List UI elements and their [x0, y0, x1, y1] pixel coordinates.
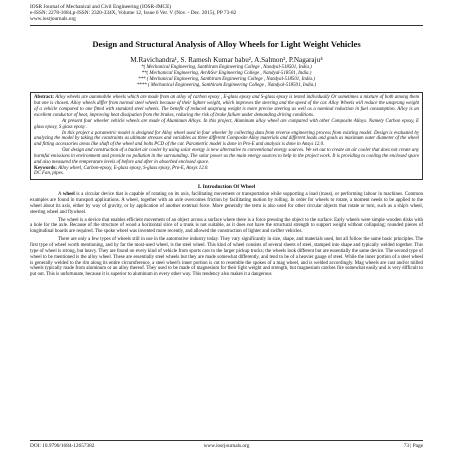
- abstract-paragraph-3: [34, 131, 419, 149]
- p1-lead: A: [58, 192, 63, 198]
- section-heading: I. Introduction Of Wheel: [197, 184, 256, 191]
- p1-text: is a circular device that is capable of rotating on its axis, facilitating movement or transportation while supporting a load (mass), or performing labour in machines. Common examples are found in transport applications. A wheel, together with an axle overcomes friction by facilitating motion by rolling. In order for wheels to rotate, a moment needs to be applied to the wheel about its axis, either by way of gravity, or by application of another external force. More generally the term is also used for other circular objects that rotate or turn, such as a ship's wheel, steering wheel and flywheel.: [30, 192, 423, 215]
- affiliation-1: *( Mechanical Engineering, Santhiram Engineering College , Nandyal-518501, India.): [141, 64, 312, 70]
- footer-doi: DOI: 10.9790/1684-12657382: [30, 443, 95, 449]
- body-paragraph-3: There are only a few types of wheels still in use in the automotive industry today. They vary significantly in size, shape, and materials used, but all follow the same basic principles. The first type of wheel worth mentioning, and by far the most-used wheel, is the steel wheel. This kind of wheel consists of several sheets of steel, stamped into shape and typically welded together. This type of wheel is strong, but heavy. They are found on every kind of vehicle from sports cars to the larger pickup trucks; the wheels look different but are essentially the same device. The second type of wheel to be mentioned is the alloy wheel. These are essentially steel wheels but they are made somewhat differently, and tend to be of a heavier gauge of steel. While the inner portion of a steel wheel is generally welded to the rim along its entire circumference, a steel wheel's inner portion is cut to resemble the spokes of a mag wheel, and is welded accordingly. Mag wheels are cast and/or milled wheels typically made from aluminum or an alloy thereof. They used to be made of magnesium for their light weight and strength, but magnesium catches fire somewhat easily and is very difficult to put out. This is unfortunate, because it is superior to aluminum in every other way. This tendency also makes it a dangerous: [30, 237, 423, 278]
- body-paragraph-1: [30, 192, 423, 215]
- abstract-paragraph-4: [34, 148, 419, 166]
- p1-term: wheel: [62, 192, 75, 198]
- affiliations: [30, 65, 423, 89]
- abstract-paragraph-2: [34, 119, 419, 131]
- abstract-paragraph-1: [34, 95, 419, 118]
- footer-website: www.iosrjournals.org: [203, 443, 250, 449]
- section-body: [30, 192, 423, 278]
- page-footer: [30, 440, 423, 449]
- paper-page: [30, 4, 423, 280]
- footer-page-number: 73 | Page: [403, 443, 423, 449]
- abstract-box: [30, 92, 423, 180]
- affiliation-4: **** ( Mechanical Engineering, Santhiram Engineering College , Nandyal-518501, India.): [136, 82, 317, 88]
- affiliation-3: *** ( Mechanical Engineering, Santhiram Engineering College , Nandyal-518501, India.): [138, 76, 315, 82]
- journal-issn: e-ISSN: 2278-1684,p-ISSN: 2320-334X, Volume 12, Issue 6 Ver. V (Nov. - Dec. 2015), PP 73-82: [30, 10, 237, 17]
- journal-header: [30, 4, 423, 23]
- body-paragraph-2: The wheel is a device that enables efficient movement of an object across a surface where there is a force pressing the object to the surface. Early wheels were simple wooden disks with a hole for the axle. Because of the structure of wood a horizontal slice of a trunk is not suitable, as it does not have the structural strength to support weight without collapsing; rounded pieces of longitudinal boards are required. The spoke wheel was invented more recently, and allowed the construction of lighter and swifter vehicles.: [30, 217, 423, 235]
- abstract-label: Abstract:: [34, 95, 54, 101]
- abstract-text-2: At present four wheeler vehicle wheels are made of Aluminum Alloys. In this project, Aluminum alloy wheel are compared with other Composite Alloys. Namely Carbon epoxy, E glass epoxy, S glass epoxy .: [34, 118, 419, 130]
- affiliation-2: **( Mechanical Engineering, Avr&Svr Engineering College , Nandyal-518501, India.): [141, 70, 312, 76]
- keywords-extra-text: DC Fan, pipes.: [34, 171, 64, 177]
- journal-website: www.iosrjournals.org: [30, 16, 76, 23]
- paper-title: Design and Structural Analysis of Alloy Wheels for Light Weight Vehicles: [92, 38, 361, 49]
- keywords-text: Alloy wheel, Carbon-epoxy, E-glass epoxy, S-glass epoxy, Pro-E, Ansys 12.0.: [58, 165, 209, 171]
- abstract-text: Alloy wheels are automobile wheels which are made from an alloy of carbon epoxy , E-glass epoxy and S-glass epoxy is tested individually Or sometimes a mixture of both among them but one is chosen. Alloy wheels differ from normal steel wheels because of their lighter weight, which improves the steering and the speed of the car. Alloy Wheels will reduce the unsprung weight of a vehicle compared to one fitted with standard steel wheels. The benefit of reduced unsprung weight is more precise steering as well as a nominal reduction in fuel consumption. Alloy is an excellent conductor of heat, improving heat dissipation from the brakes, reducing the risk of brake failure under demanding driving conditions.: [34, 95, 419, 118]
- abstract-text-3: In this project a parametric model is designed for Alloy wheel used in four wheeler by collecting data from reverse engineering process from existing model. Design is evaluated by analyzing the model by taking the constraints as ultimate stresses and variables as three different Composite Alloy materials and different loads and goals as maximum outer diameter of the wheel and fitting accessories areas like shaft of the wheel and bolts PCD of the car. Parametric model is done in Pro-E and analysis is done in Ansys 12.0.: [34, 130, 419, 148]
- header-divider: [30, 25, 423, 26]
- author-list: M.Ravichandra¹, S. Ramesh Kumar babu², A.Salmon³, P.Nagaraju⁴: [130, 55, 323, 64]
- keywords-extra: [34, 171, 419, 177]
- journal-name: IOSR Journal of Mechanical and Civil Engineering (IOSR-JMCE): [30, 4, 172, 10]
- keywords-label: Keywords:: [34, 165, 57, 171]
- abstract-text-4: Our design and construction of a bucket air cooler by using solar energy is new alternative to conventional energy sources. We set out to create an air cooler that does not create any harmful emissions in environment and provide no pollution in the surrounding. The solar power as the main energy sources to help in the project work. It is providing to cooling the enclosed space and also measured the temperature levels of before and after in absorbed enclosed space.: [34, 148, 419, 165]
